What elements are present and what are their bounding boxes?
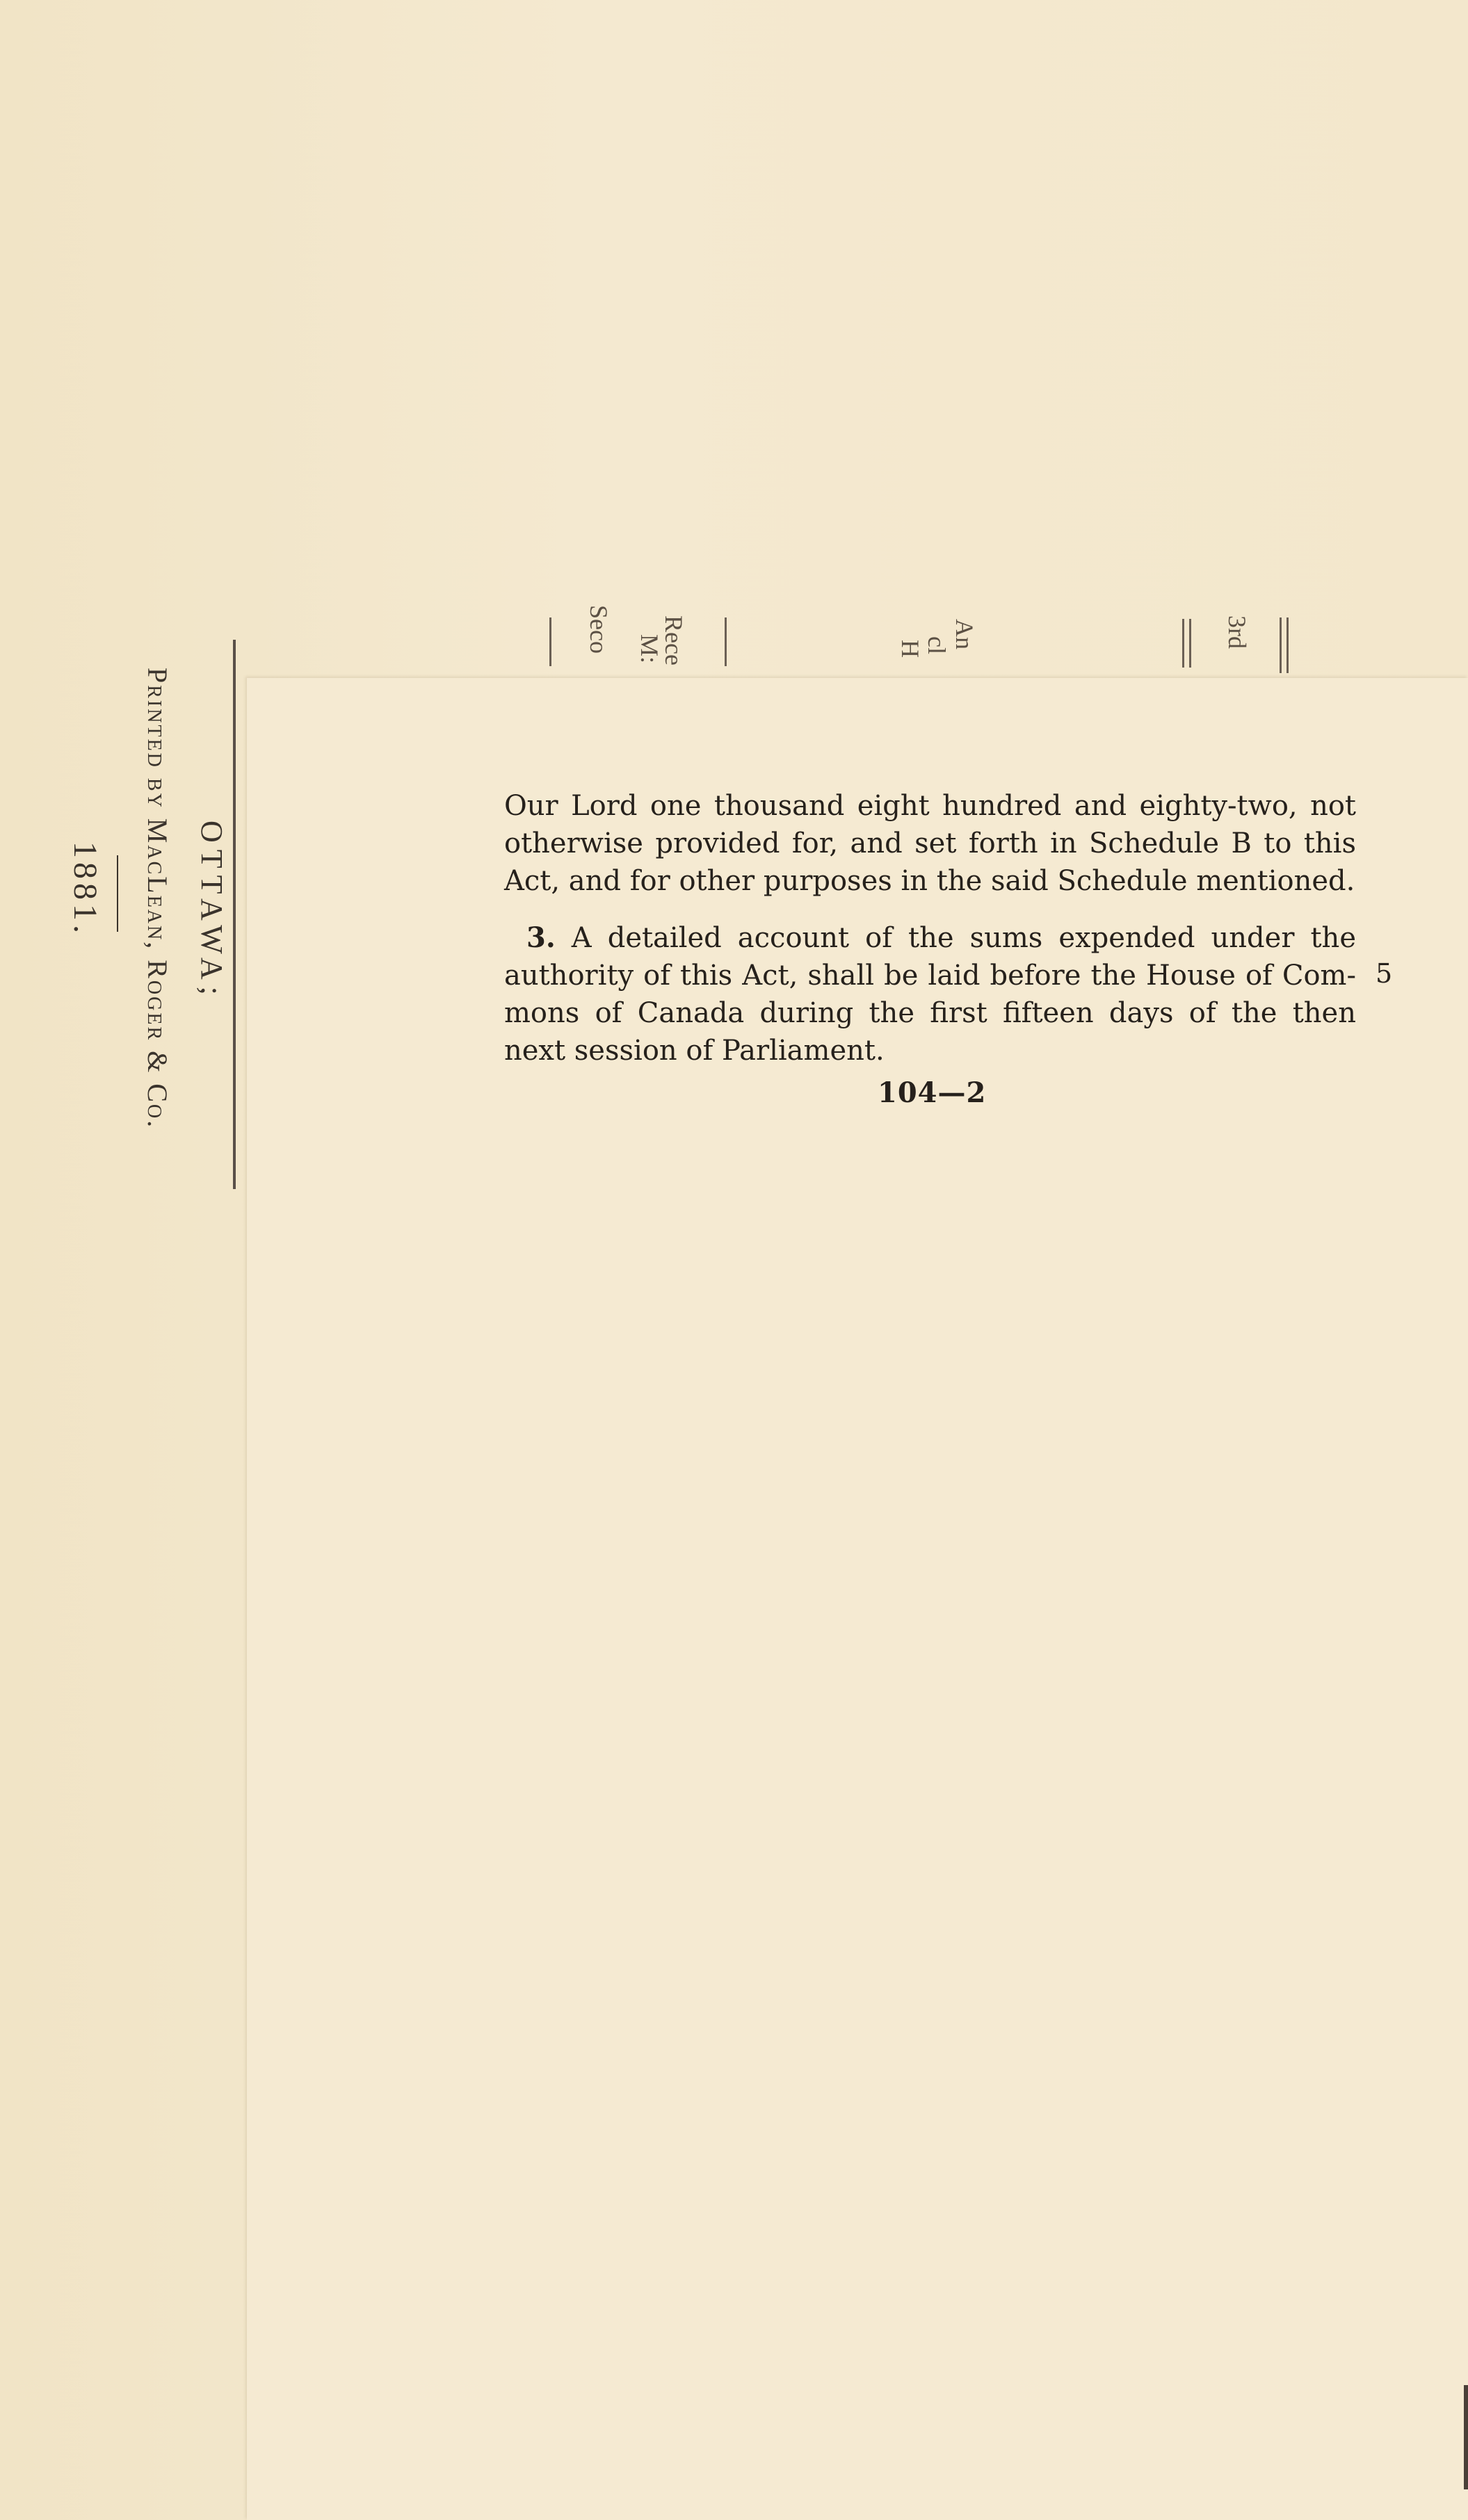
margin-line-number: 5 [1376, 958, 1393, 989]
imprint-block [49, 668, 243, 1224]
spine-rule [233, 640, 236, 1189]
fragment-rule-2 [725, 617, 727, 666]
imprint-printer: Printed by MacLean, Roger & Co. [142, 668, 173, 1130]
paragraph-section-3 [504, 919, 1356, 1069]
page-folio: 104—2 [878, 1076, 987, 1109]
fragment-rule-5 [1280, 617, 1282, 673]
fragment-rule-4 [1189, 619, 1191, 668]
imprint-separator [117, 855, 118, 932]
text-line: mons of Canada during the first fifteen days of the then [504, 997, 1356, 1029]
text-line: authority of this Act, shall be laid before the House of Com- [504, 960, 1356, 992]
text-line: Act, and for other purposes in the said Schedule mentioned. [504, 865, 1355, 897]
fragment-col-2: Rece [660, 615, 688, 665]
text-line [504, 919, 1356, 957]
imprint-city: OTTAWA; [195, 821, 229, 1002]
fragment-col-3b: cl [923, 636, 951, 654]
imprint-year: 1881. [67, 841, 104, 937]
fragment-col-3c: H [896, 640, 924, 658]
paragraph-schedule [504, 787, 1356, 900]
text-line: Our Lord one thousand eight hundred and eighty-two, not [504, 790, 1356, 822]
text-line: next session of Parliament. [504, 1035, 885, 1067]
fragment-col-3: An [951, 619, 978, 649]
fragment-col-4: 3rd [1223, 615, 1251, 649]
fragment-col-1: Seco [585, 605, 613, 654]
section-text: A detailed account of the sums expended under the [571, 922, 1356, 954]
edge-mark [1464, 2385, 1468, 2489]
fragment-rule-1 [549, 617, 551, 666]
fragment-rule-3 [1182, 619, 1184, 668]
section-number: 3. [526, 921, 556, 954]
fragment-rule-6 [1286, 617, 1289, 673]
fragment-col-2b: M: [636, 634, 663, 664]
text-line: otherwise provided for, and set forth in Schedule B to this [504, 827, 1356, 859]
